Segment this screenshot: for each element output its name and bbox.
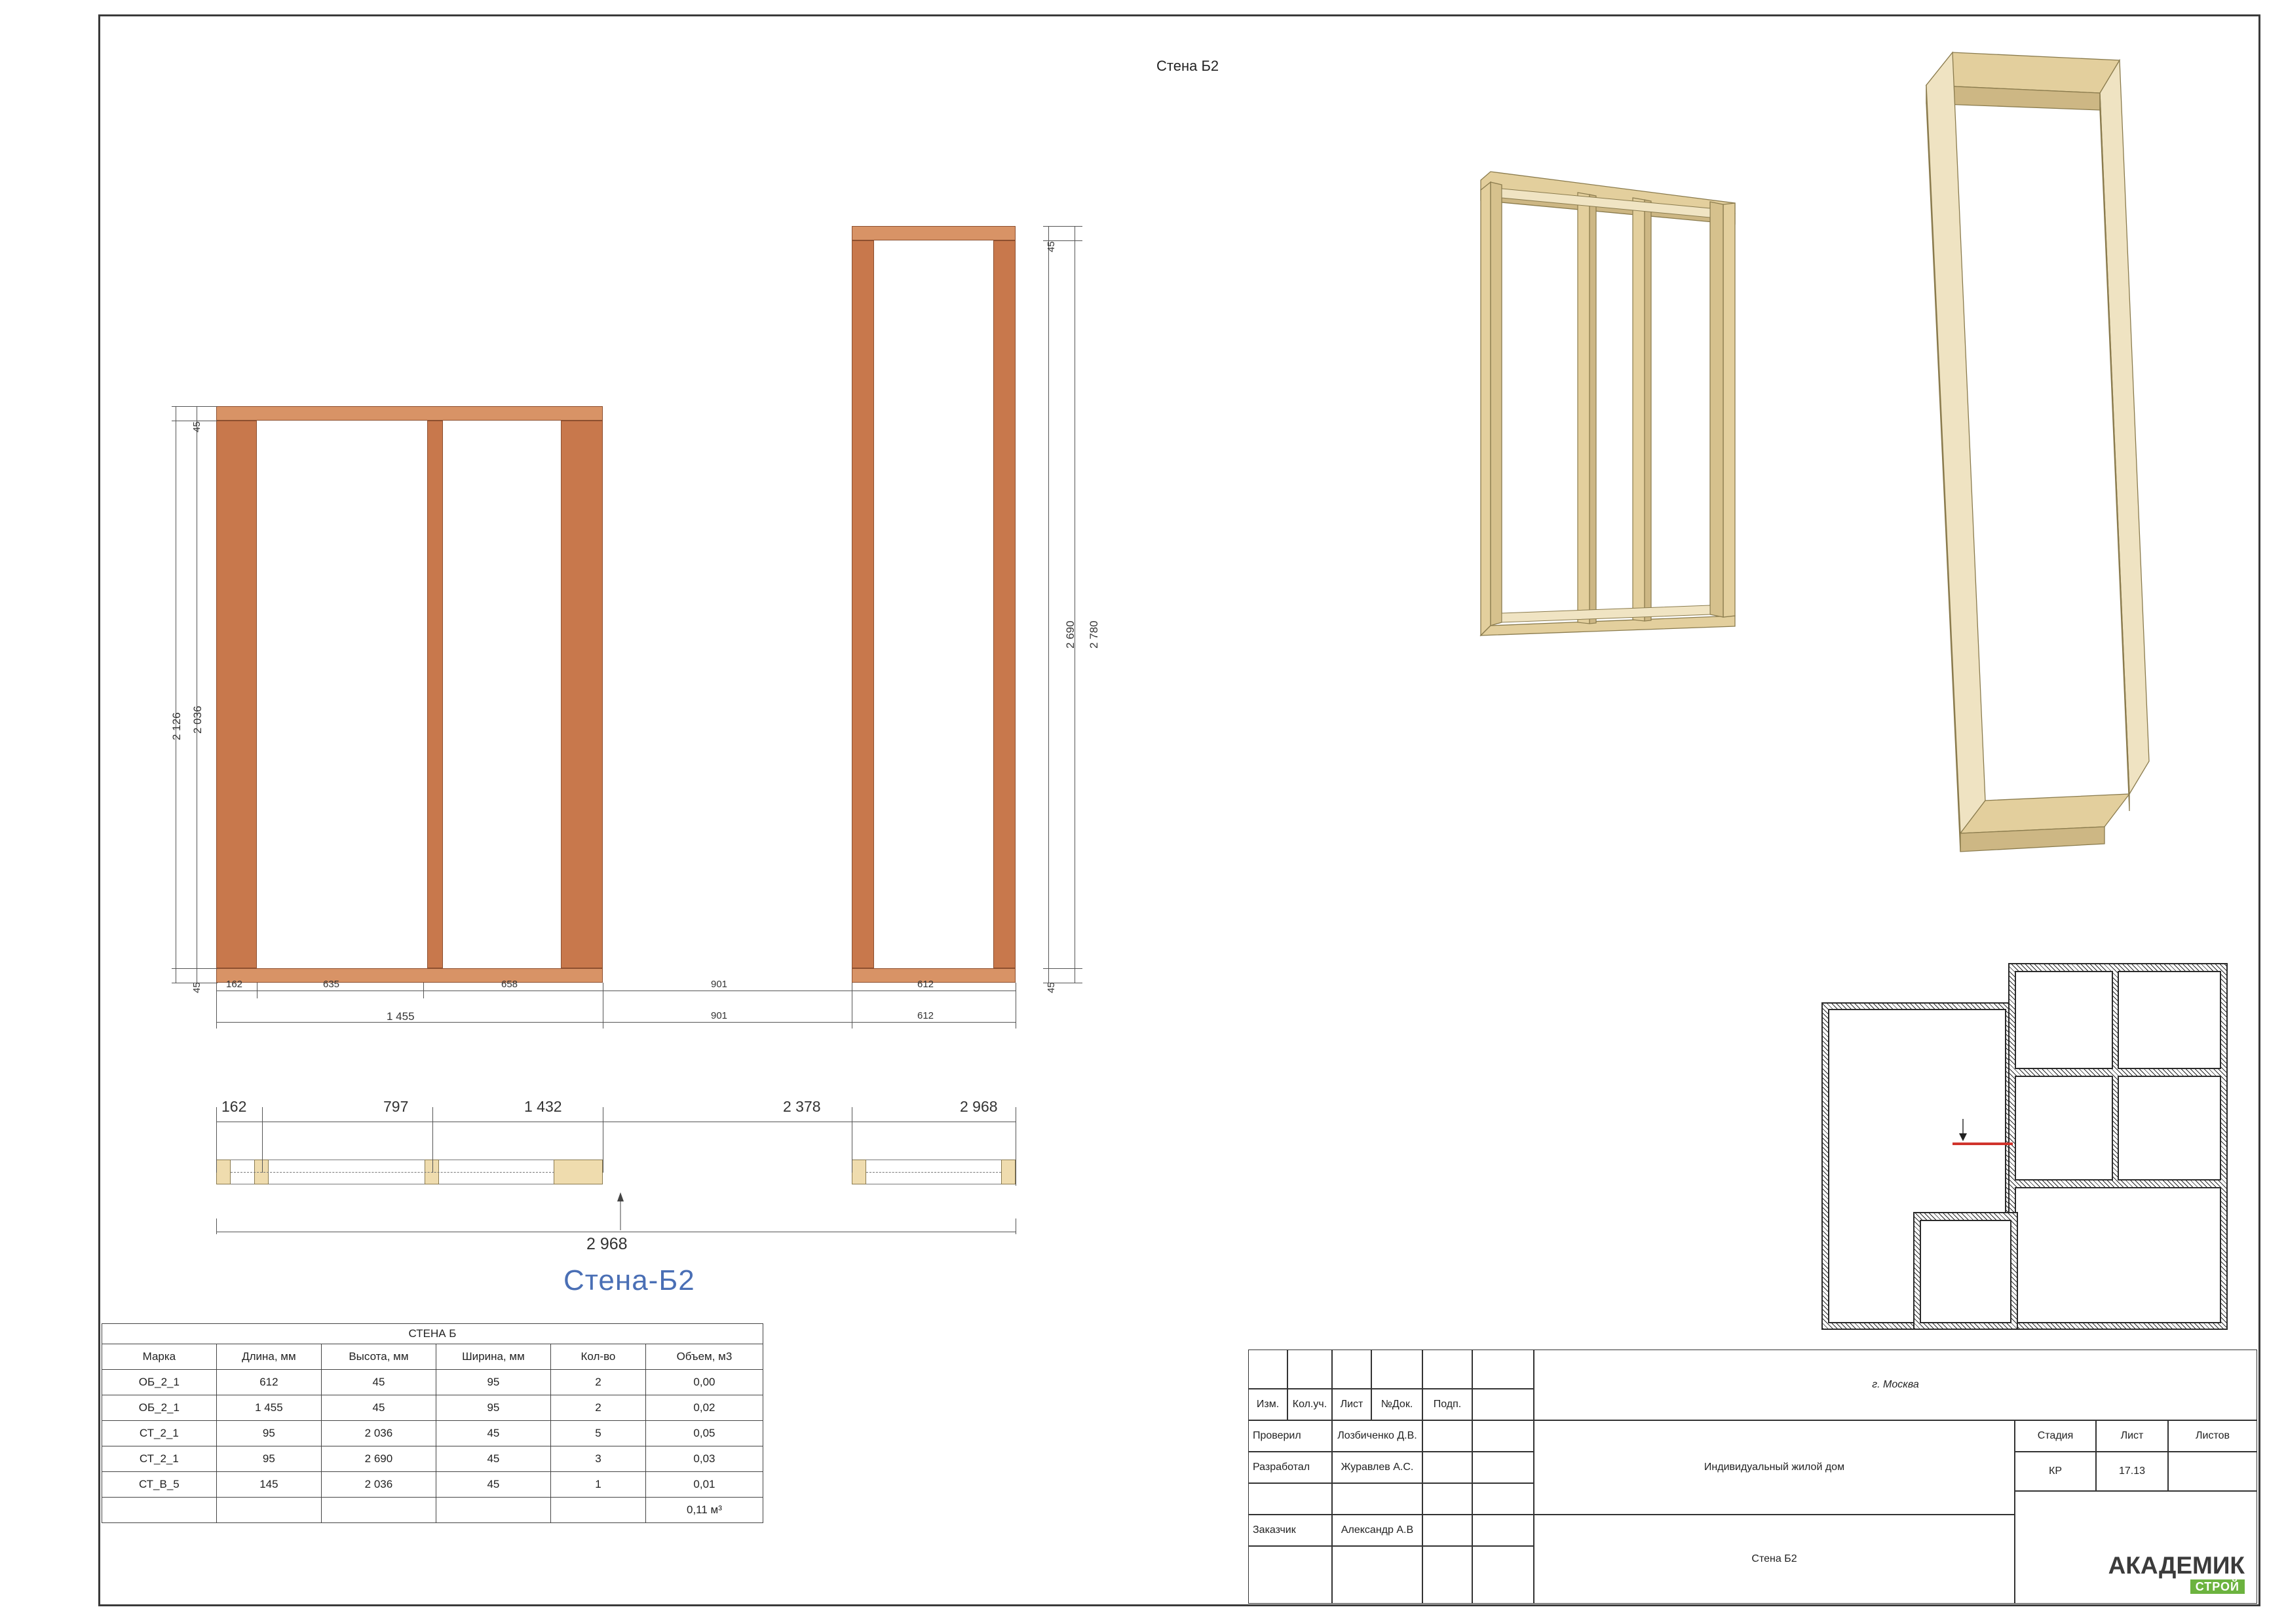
stamp-stage-header: Стадия bbox=[2015, 1420, 2096, 1452]
elevation-wall-right bbox=[852, 226, 1016, 983]
col-qty: Кол-во bbox=[551, 1344, 646, 1370]
logo-sub: СТРОЙ bbox=[2190, 1579, 2245, 1594]
stamp-name-3: Александр А.В bbox=[1332, 1515, 1422, 1546]
table-row: ОБ_2_1 1 455 45 95 2 0,02 bbox=[102, 1395, 763, 1421]
stamp-object: Индивидуальный жилой дом bbox=[1534, 1420, 2015, 1515]
dim-45-bottom-left: 45 bbox=[191, 982, 202, 993]
dim-45-top-left: 45 bbox=[191, 421, 202, 432]
dim-2780: 2 780 bbox=[1088, 620, 1100, 649]
stamp-sheets-header: Листов bbox=[2168, 1420, 2257, 1452]
dim-45-bottom-right: 45 bbox=[1046, 982, 1057, 993]
col-height: Высота, мм bbox=[322, 1344, 436, 1370]
stamp-city: г. Москва bbox=[1534, 1350, 2257, 1420]
dim-2690: 2 690 bbox=[1064, 620, 1076, 649]
wall-title: Стена-Б2 bbox=[563, 1264, 695, 1296]
plan-dim-2968-top: 2 968 bbox=[960, 1098, 998, 1115]
title-block bbox=[1248, 1350, 2257, 1604]
table-total-row bbox=[102, 1498, 763, 1523]
stamp-col-list: Лист bbox=[1332, 1389, 1371, 1420]
spec-caption: СТЕНА Б bbox=[102, 1324, 763, 1344]
table-row: ОБ_2_1 612 45 95 2 0,00 bbox=[102, 1370, 763, 1395]
col-volume: Объем, м3 bbox=[645, 1344, 763, 1370]
plan-dim-1432: 1 432 bbox=[524, 1098, 562, 1115]
dim-612-b: 612 bbox=[917, 1010, 934, 1021]
stamp-role-0: Проверил bbox=[1248, 1420, 1332, 1452]
company-logo bbox=[2108, 1553, 2245, 1594]
stamp-col-izm: Изм. bbox=[1248, 1389, 1287, 1420]
specification-table bbox=[102, 1323, 763, 1523]
stamp-name-1: Журавлев А.С. bbox=[1332, 1452, 1422, 1483]
spec-total: 0,11 м³ bbox=[645, 1498, 763, 1523]
table-row: СТ_2_1 95 2 690 45 3 0,03 bbox=[102, 1446, 763, 1472]
plan-dim-2378: 2 378 bbox=[783, 1098, 821, 1115]
stamp-sheet-name: Стена Б2 bbox=[1534, 1515, 2015, 1604]
elevation-wall-left bbox=[216, 406, 603, 983]
col-width: Ширина, мм bbox=[436, 1344, 550, 1370]
isometric-view-right bbox=[1887, 26, 2201, 897]
dim-162: 162 bbox=[226, 979, 243, 990]
dim-658: 658 bbox=[501, 979, 518, 990]
dim-901-b: 901 bbox=[711, 1010, 728, 1021]
dim-612-a: 612 bbox=[917, 979, 934, 990]
plan-end-left bbox=[216, 1160, 231, 1184]
dim-635: 635 bbox=[323, 979, 340, 990]
stamp-role-1: Разработал bbox=[1248, 1452, 1332, 1483]
page-title: Стена Б2 bbox=[1156, 58, 1219, 74]
dim-45-top-right: 45 bbox=[1046, 241, 1057, 252]
table-row: СТ_В_5 145 2 036 45 1 0,01 bbox=[102, 1472, 763, 1498]
stamp-col-podp: Подп. bbox=[1422, 1389, 1472, 1420]
dim-2036-left: 2 036 bbox=[191, 706, 204, 734]
plan-marker-arrow-icon bbox=[1956, 1119, 1970, 1141]
dim-901-a: 901 bbox=[711, 979, 728, 990]
highlighted-wall bbox=[1953, 1142, 2013, 1145]
col-length: Длина, мм bbox=[216, 1344, 321, 1370]
dim-1455: 1 455 bbox=[387, 1010, 415, 1023]
logo-main: АКАДЕМИК bbox=[2108, 1552, 2245, 1579]
stamp-role-2 bbox=[1248, 1483, 1332, 1515]
plan-dim-797: 797 bbox=[383, 1098, 409, 1115]
table-header-row bbox=[102, 1344, 763, 1370]
stamp-role-3: Заказчик bbox=[1248, 1515, 1332, 1546]
stamp-list-header: Лист bbox=[2096, 1420, 2168, 1452]
floor-plan-thumbnail bbox=[1821, 963, 2228, 1330]
col-marka: Марка bbox=[102, 1344, 217, 1370]
plan-end-right bbox=[554, 1160, 603, 1184]
stamp-name-2 bbox=[1332, 1483, 1422, 1515]
plan-dim-162: 162 bbox=[221, 1098, 247, 1115]
stamp-name-0: Лозбиченко Д.В. bbox=[1332, 1420, 1422, 1452]
plan-total: 2 968 bbox=[586, 1235, 628, 1253]
stamp-col-date bbox=[1472, 1389, 1534, 1420]
isometric-view-left bbox=[1461, 33, 1802, 760]
stamp-stage-value: КР bbox=[2015, 1452, 2096, 1491]
stamp-col-koluch: Кол.уч. bbox=[1287, 1389, 1332, 1420]
stamp-col-ndoc: №Док. bbox=[1371, 1389, 1422, 1420]
stamp-list-value: 17.13 bbox=[2096, 1452, 2168, 1491]
leader-arrow-icon bbox=[613, 1192, 628, 1230]
stamp-sheets-value bbox=[2168, 1452, 2257, 1491]
table-row: СТ_2_1 95 2 036 45 5 0,05 bbox=[102, 1421, 763, 1446]
dim-2126-left: 2 126 bbox=[170, 712, 183, 740]
